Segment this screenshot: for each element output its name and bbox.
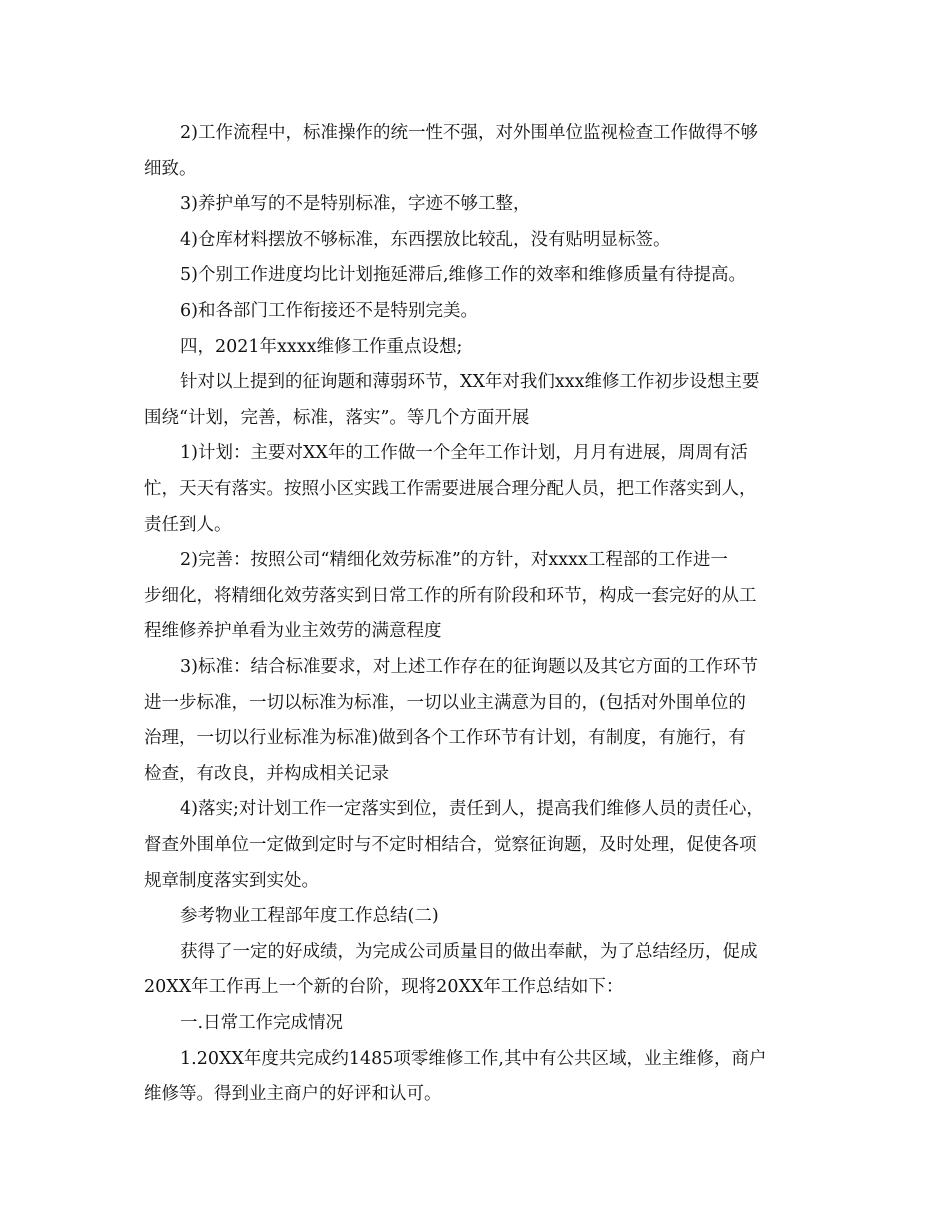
paragraph-line: 程维修养护单看为业主效劳的满意程度 — [144, 621, 442, 641]
paragraph-line: 20XX年工作再上一个新的台阶，现将20XX年工作总结如下： — [144, 977, 624, 997]
paragraph-first-line: 1)计划：主要对XX年的工作做一个全年工作计划，月月有进展，周周有活 — [180, 443, 748, 463]
paragraph-first-line: 针对以上提到的征询题和薄弱环节，XX年对我们xxx维修工作初步设想主要 — [180, 372, 760, 392]
paragraph-first-line: 5)个别工作进度均比计划拖延滞后,维修工作的效率和维修质量有待提高。 — [180, 265, 747, 285]
paragraph-line: 责任到人。 — [144, 515, 232, 535]
paragraph-line: 进一步标准，一切以标准为标准，一切以业主满意为目的，(包括对外围单位的 — [144, 693, 746, 713]
paragraph-first-line: 2)工作流程中，标准操作的统一性不强，对外围单位监视检查工作做得不够 — [180, 123, 758, 143]
paragraph-line: 治理，一切以行业标准为标准)做到各个工作环节有计划，有制度，有施行，有 — [144, 728, 746, 748]
paragraph-line: 步细化，将精细化效劳落实到日常工作的所有阶段和环节，构成一套完好的从工 — [144, 586, 757, 606]
paragraph-first-line: 一.日常工作完成情况 — [180, 1013, 344, 1033]
paragraph-line: 督查外围单位一定做到定时与不定时相结合，觉察征询题，及时处理，促使各项 — [144, 835, 757, 855]
paragraph-line: 忙，天天有落实。按照小区实践工作需要进展合理分配人员，把工作落实到人， — [144, 479, 757, 499]
paragraph-line: 维修等。得到业主商户的好评和认可。 — [144, 1084, 442, 1104]
paragraph-first-line: 4)仓库材料摆放不够标准，东西摆放比较乱，没有贴明显标签。 — [180, 230, 671, 250]
paragraph-line: 规章制度落实到实处。 — [144, 871, 319, 891]
paragraph-first-line: 1.20XX年度共完成约1485项零维修工作,其中有公共区域，业主维修，商户 — [180, 1049, 767, 1069]
paragraph-line: 细致。 — [144, 159, 197, 179]
paragraph-first-line: 3)标准：结合标准要求，对上述工作存在的征询题以及其它方面的工作环节 — [180, 657, 758, 677]
paragraph-first-line: 参考物业工程部年度工作总结(二) — [180, 906, 439, 926]
paragraph-first-line: 获得了一定的好成绩，为完成公司质量目的做出奉献，为了总结经历，促成 — [180, 942, 758, 962]
paragraph-first-line: 四，2021年xxxx维修工作重点设想; — [180, 337, 463, 357]
paragraph-first-line: 3)养护单写的不是特别标准，字迹不够工整， — [180, 194, 531, 214]
paragraph-first-line: 4)落实;对计划工作一定落实到位，责任到人，提高我们维修人员的责任心， — [180, 799, 764, 819]
paragraph-line: 围绕“计划，完善，标准，落实”。等几个方面开展 — [144, 408, 530, 428]
paragraph-first-line: 6)和各部门工作衔接还不是特别完美。 — [180, 301, 478, 321]
paragraph-first-line: 2)完善：按照公司“精细化效劳标准”的方针，对xxxx工程部的工作进一 — [180, 550, 728, 570]
paragraph-line: 检查，有改良，并构成相关记录 — [144, 764, 389, 784]
